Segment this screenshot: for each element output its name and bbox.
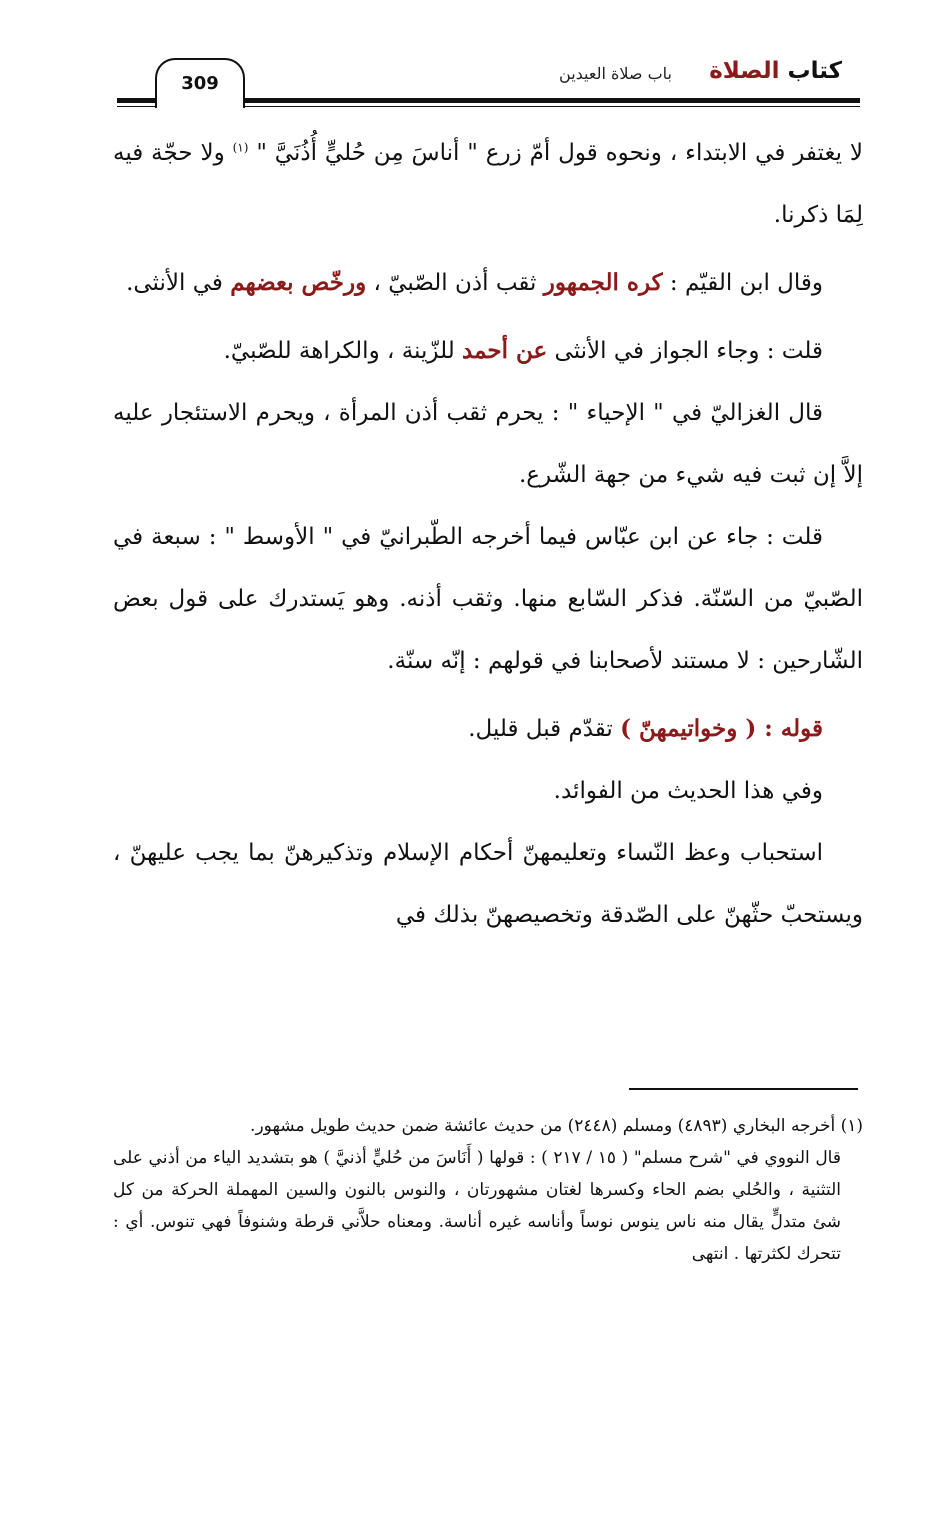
p2-text-c: في الأنثى. [126,270,231,296]
p3-text-b: للزّينة ، والكراهة للصّبيّ. [223,338,463,364]
paragraph-3 [113,320,863,382]
book-title-prefix: كتاب [787,58,842,84]
footnotes [113,1110,863,1270]
paragraph-7: وفي هذا الحديث من الفوائد. [553,778,823,804]
paragraph-1 [113,122,863,246]
footnote-ref-1[interactable]: (١) [232,140,249,155]
book-title-highlight: الصلاة [709,58,780,84]
footnote-1: (١) أخرجه البخاري (٤٨٩٣) ومسلم (٢٤٤٨) من حديث عائشة ضمن حديث طويل مشهور. [250,1116,863,1136]
footnote-divider [629,1088,858,1090]
p3-text-a: قلت : وجاء الجواز في الأنثى [547,338,823,364]
paragraph-8: استحباب وعظ النّساء وتعليمهنّ أحكام الإسلام وتذكيرهنّ بما يجب عليهنّ ، ويستحبّ حثّهنّ على الصّدقة وتخصيصهنّ بذلك في [113,840,863,928]
p1-text: لا يغتفر في الابتداء ، ونحوه قول أمّ زرع " أناسَ مِن حُليٍّ أُذُنَيَّ " [256,140,864,166]
p3-highlight: عن أحمد [462,337,548,364]
paragraph-2 [113,252,863,314]
main-text [113,122,863,946]
paragraph-4: قال الغزاليّ في " الإحياء " : يحرم ثقب أذن المرأة ، ويحرم الاستئجار عليه إلاَّ إن ثبت فيه شيء من جهة الشّرع. [113,400,863,488]
paragraph-6 [113,698,863,760]
page-number: 309 [155,58,245,108]
p2-highlight-1: كره الجمهور [543,269,663,296]
p2-text-a: وقال ابن القيّم : [662,270,823,296]
p6-text: تقدّم قبل قليل. [468,716,621,742]
p1-tail: ولا حجّة فيه لِمَا ذكرنا. [113,140,863,228]
footnote-1-continuation: قال النووي في "شرح مسلم" ( ١٥ / ٢١٧ ) : قولها ( أَنَاسَ من حُليٍّ أذنيَّ ) هو بتشديد الياء من أذني على التثنية ، والحُلي بضم الحاء وكسرها لغتان مشهورتان ، والنوس بالنون والسين المهملة الحركة من كل شئ متدلٍّ يقال منه ناس ينوس نوساً وأناسه غيره أناسة. ومعناه حلاَّني قرطة وشنوفاً فهي تنوس. أي : تتحرك لكثرتها . انتهى [113,1148,841,1264]
p2-text-b: ثقب أذن الصّبيّ ، [366,270,544,296]
p2-highlight-2: ورخّص بعضهم [230,269,367,296]
paragraph-5: قلت : جاء عن ابن عبّاس فيما أخرجه الطّبرانيّ في " الأوسط " : سبعة في الصّبيّ من السّنّة. فذكر السّابع منها. وثقب أذنه. وهو يَستدرك على قول بعض الشّارحين : لا مستند لأصحابنا في قولهم : إنّه سنّة. [113,524,863,674]
book-title [709,58,842,84]
p6-highlight: قوله : ( وخواتيمهنّ ) [620,715,823,742]
chapter-title: باب صلاة العيدين [559,64,672,83]
